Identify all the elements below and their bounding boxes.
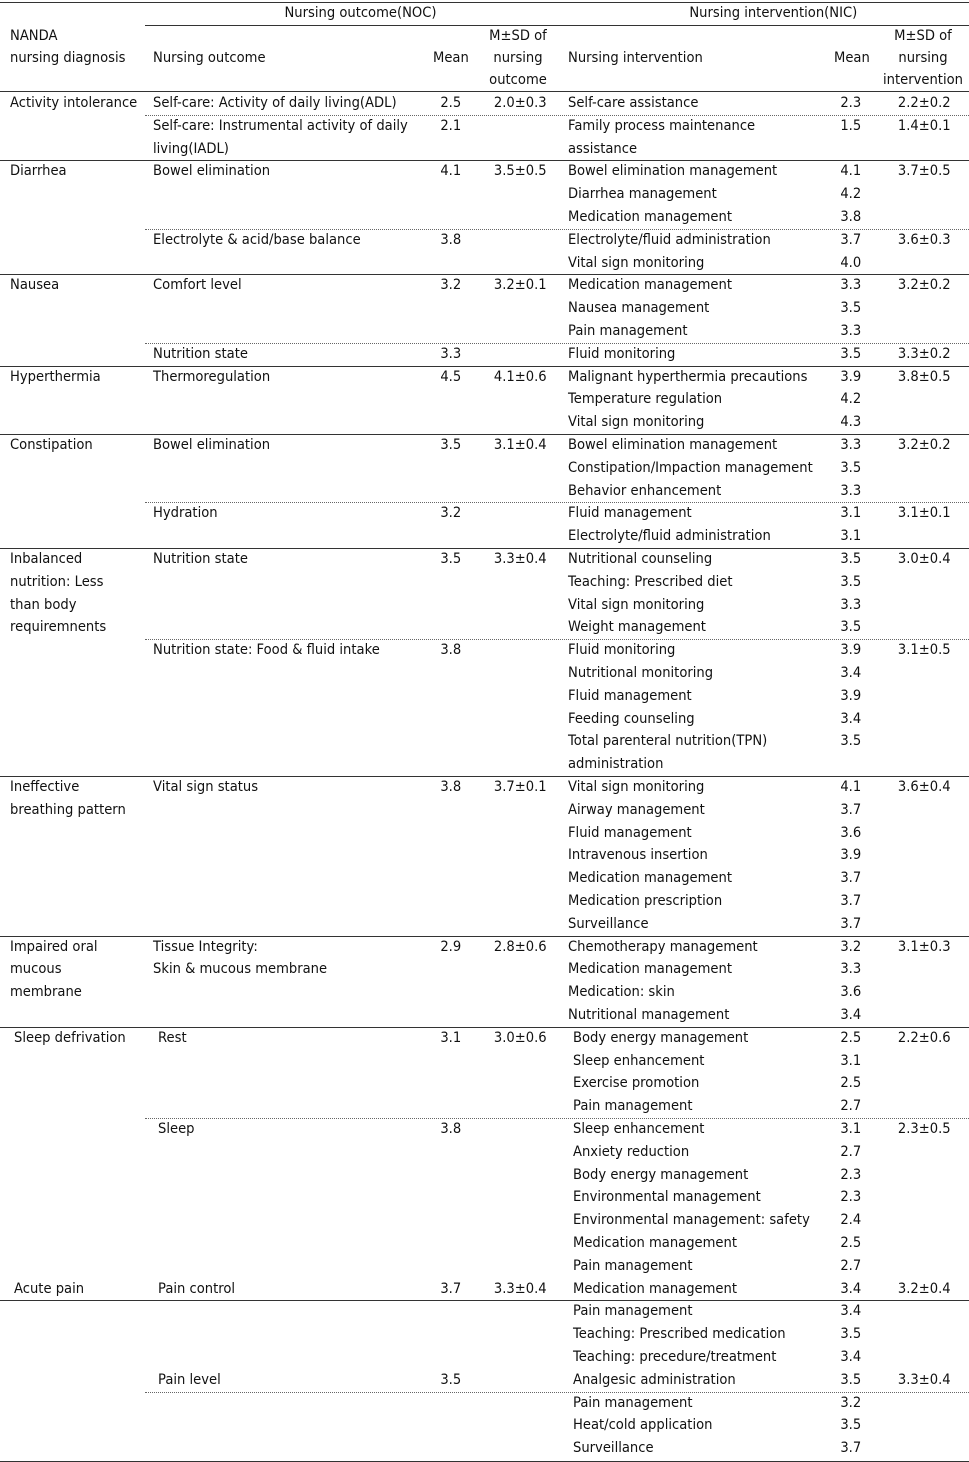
outcome-divider <box>145 229 969 230</box>
outcome-mean-cell: 3.8 <box>440 1120 461 1137</box>
outcome-mean-cell: 3.2 <box>440 276 461 294</box>
intervention-mean-cell: 3.8 <box>840 208 861 225</box>
intervention-cell: Constipation/Impaction management <box>568 458 813 476</box>
outcome-cell: Bowel elimination <box>153 436 271 453</box>
diagnosis-cell: nutrition: Less <box>10 572 104 590</box>
intervention-mean-cell: 3.7 <box>840 230 861 248</box>
intervention-msd-cell: 3.3±0.2 <box>898 344 951 362</box>
intervention-mean-cell: 3.5 <box>840 344 861 362</box>
outcome-divider <box>145 502 969 503</box>
intervention-mean-cell: 3.7 <box>840 892 861 909</box>
diagnosis-cell: Nausea <box>10 276 60 294</box>
intervention-cell: Medication management <box>568 960 732 978</box>
intervention-cell: Body energy management <box>573 1165 749 1183</box>
group-header-rule <box>145 25 969 26</box>
outcome-divider <box>145 1118 969 1119</box>
table-row <box>0 662 969 685</box>
intervention-mean-cell: 3.1 <box>840 1120 861 1137</box>
intervention-cell: Nutritional counseling <box>568 550 713 567</box>
intervention-mean-cell: 3.4 <box>840 709 861 727</box>
table-row <box>0 844 969 867</box>
intervention-cell: Surveillance <box>568 914 649 932</box>
intervention-mean-cell: 3.3 <box>840 595 861 613</box>
intervention-mean-cell: 3.5 <box>840 732 861 750</box>
outcome-cell: living(IADL) <box>153 139 229 157</box>
outcome-cell: Electrolyte & acid/base balance <box>153 230 361 248</box>
intervention-cell: Nutritional management <box>568 1006 730 1023</box>
intervention-mean-cell: 4.1 <box>840 162 861 180</box>
outcome-msd-cell: 3.5±0.5 <box>494 162 547 180</box>
table-row <box>0 457 969 480</box>
diagnosis-cell: Constipation <box>10 436 93 453</box>
intervention-cell: Pain management <box>573 1302 693 1320</box>
table-row <box>0 320 969 343</box>
diagnosis-cell: Sleep defrivation <box>14 1028 126 1046</box>
intervention-mean-cell: 3.3 <box>840 960 861 978</box>
outcome-mean-cell: 3.8 <box>440 778 461 795</box>
intervention-msd-header-2: nursing <box>898 49 948 66</box>
diagnosis-cell: Inbalanced <box>10 550 83 567</box>
intervention-cell: Medication prescription <box>568 892 723 909</box>
outcome-mean-cell: 3.3 <box>440 344 461 362</box>
intervention-msd-cell: 2.3±0.5 <box>898 1120 951 1137</box>
table-row <box>0 183 969 206</box>
outcome-msd-cell: 3.3±0.4 <box>494 550 547 567</box>
outcome-cell: Pain level <box>158 1370 221 1388</box>
intervention-mean-cell: 3.5 <box>840 1370 861 1388</box>
intervention-cell: Bowel elimination management <box>568 436 778 453</box>
intervention-mean-cell: 3.4 <box>840 664 861 681</box>
outcome-cell: Pain control <box>158 1279 236 1297</box>
table-row <box>0 297 969 320</box>
table-row <box>0 776 969 799</box>
diagnosis-cell: Acute pain <box>14 1279 85 1297</box>
table-row <box>0 138 969 161</box>
intervention-cell: Teaching: Prescribed medication <box>573 1325 786 1343</box>
intervention-cell: Analgesic administration <box>573 1370 736 1388</box>
outcome-cell: Sleep <box>158 1120 195 1137</box>
intervention-cell: Vital sign monitoring <box>568 413 705 431</box>
table-row <box>0 1027 969 1050</box>
intervention-cell: Medication management <box>568 208 732 225</box>
intervention-mean-cell: 2.7 <box>840 1142 861 1160</box>
intervention-cell: Medication management <box>568 869 732 887</box>
table-row <box>0 434 969 457</box>
intervention-mean-cell: 3.4 <box>840 1302 861 1320</box>
intervention-cell: Pain management <box>568 322 688 339</box>
outcome-cell: Comfort level <box>153 276 242 294</box>
intervention-cell: Teaching: precedure/treatment <box>573 1348 777 1365</box>
table-row <box>0 1278 969 1301</box>
intervention-cell: Medication: skin <box>568 983 675 1001</box>
intervention-mean-cell: 3.2 <box>840 1393 861 1411</box>
outcome-cell: Self-care: Instrumental activity of daily <box>153 116 408 134</box>
table-row <box>0 571 969 594</box>
outcome-msd-header-1: M±SD of <box>489 27 547 44</box>
intervention-cell: Pain management <box>573 1256 693 1274</box>
table-row <box>0 1414 969 1437</box>
intervention-mean-cell: 3.5 <box>840 1325 861 1343</box>
intervention-cell: assistance <box>568 139 638 157</box>
outcome-cell: Skin & mucous membrane <box>153 960 328 978</box>
outcome-mean-cell: 4.1 <box>440 162 461 180</box>
table-row <box>0 229 969 252</box>
intervention-msd-cell: 3.2±0.2 <box>898 436 951 453</box>
intervention-msd-cell: 3.3±0.4 <box>898 1370 951 1388</box>
section-divider <box>0 366 969 367</box>
intervention-cell: Electrolyte/fluid administration <box>568 230 771 248</box>
section-divider <box>0 548 969 549</box>
table-row <box>0 753 969 776</box>
intervention-cell: administration <box>568 755 664 773</box>
intervention-mean-cell: 3.9 <box>840 846 861 864</box>
intervention-cell: Anxiety reduction <box>573 1142 690 1160</box>
intervention-cell: Diarrhea management <box>568 185 717 203</box>
table-row <box>0 890 969 913</box>
intervention-cell: Behavior enhancement <box>568 481 722 499</box>
table-row <box>0 1300 969 1323</box>
outcome-divider <box>145 1392 969 1393</box>
outcome-mean-cell: 3.2 <box>440 504 461 522</box>
table-row <box>0 799 969 822</box>
intervention-cell: Pain management <box>573 1393 693 1411</box>
table-row <box>0 1209 969 1232</box>
table-row <box>0 981 969 1004</box>
table-row <box>0 913 969 936</box>
diagnosis-cell: Hyperthermia <box>10 367 101 385</box>
intervention-msd-cell: 3.6±0.4 <box>898 778 951 795</box>
table-row <box>0 502 969 525</box>
table-row <box>0 1232 969 1255</box>
table-row <box>0 1392 969 1415</box>
outcome-cell: Vital sign status <box>153 778 259 795</box>
intervention-mean-cell: 3.2 <box>840 937 861 955</box>
intervention-mean-cell: 2.5 <box>840 1028 861 1046</box>
table-row <box>0 1141 969 1164</box>
intervention-mean-cell: 4.0 <box>840 253 861 271</box>
intervention-cell: Fluid management <box>568 504 692 522</box>
intervention-msd-cell: 3.8±0.5 <box>898 367 951 385</box>
intervention-cell: Environmental management <box>573 1188 761 1206</box>
intervention-cell: Medication management <box>573 1279 737 1297</box>
outcome-msd-cell: 3.1±0.4 <box>494 436 547 453</box>
table-row <box>0 1164 969 1187</box>
outcome-msd-cell: 3.7±0.1 <box>494 778 547 795</box>
intervention-cell: Medication management <box>568 276 732 294</box>
outcome-cell: Self-care: Activity of daily living(ADL) <box>153 94 397 111</box>
intervention-mean-cell: 3.1 <box>840 504 861 522</box>
intervention-mean-cell: 3.4 <box>840 1006 861 1023</box>
intervention-cell: Vital sign monitoring <box>568 253 705 271</box>
table-row <box>0 958 969 981</box>
table-row <box>0 936 969 959</box>
diagnosis-cell: Diarrhea <box>10 162 67 180</box>
table-row <box>0 92 969 115</box>
outcome-cell: Hydration <box>153 504 218 522</box>
outcome-mean-header: Mean <box>433 49 469 66</box>
intervention-mean-cell: 3.7 <box>840 1439 861 1457</box>
intervention-cell: Bowel elimination management <box>568 162 778 180</box>
intervention-msd-cell: 2.2±0.2 <box>898 94 951 111</box>
table-row <box>0 411 969 434</box>
table-row <box>0 1186 969 1209</box>
outcome-mean-cell: 2.1 <box>440 116 461 134</box>
intervention-mean-cell: 3.5 <box>840 1416 861 1434</box>
intervention-mean-cell: 3.4 <box>840 1348 861 1365</box>
intervention-mean-cell: 3.1 <box>840 1051 861 1069</box>
outcome-msd-cell: 2.8±0.6 <box>494 937 547 955</box>
intervention-mean-cell: 4.2 <box>840 185 861 203</box>
intervention-mean-cell: 3.6 <box>840 983 861 1001</box>
outcome-header: Nursing outcome <box>153 49 266 66</box>
intervention-mean-cell: 2.7 <box>840 1097 861 1115</box>
table-row <box>0 594 969 617</box>
intervention-cell: Exercise promotion <box>573 1074 700 1092</box>
table-row <box>0 1323 969 1346</box>
intervention-cell: Teaching: Prescribed diet <box>568 572 733 590</box>
outcome-mean-cell: 3.8 <box>440 641 461 659</box>
intervention-cell: Chemotherapy management <box>568 937 758 955</box>
intervention-msd-header-1: M±SD of <box>894 27 952 44</box>
intervention-cell: Family process maintenance <box>568 116 756 134</box>
intervention-cell: Nutritional monitoring <box>568 664 714 681</box>
diagnosis-cell: than body <box>10 595 77 613</box>
intervention-cell: Fluid management <box>568 686 692 704</box>
diagnosis-cell: Activity intolerance <box>10 94 138 111</box>
outcome-msd-header-2: nursing <box>493 49 543 66</box>
outcome-divider <box>145 343 969 344</box>
intervention-msd-cell: 3.1±0.3 <box>898 937 951 955</box>
intervention-cell: Nausea management <box>568 299 710 317</box>
intervention-cell: Sleep enhancement <box>573 1051 705 1069</box>
table-row <box>0 685 969 708</box>
outcome-msd-cell: 3.2±0.1 <box>494 276 547 294</box>
table-row <box>0 274 969 297</box>
intervention-mean-cell: 3.9 <box>840 367 861 385</box>
intervention-header: Nursing intervention <box>568 49 703 66</box>
diagnosis-cell: mucous <box>10 960 62 978</box>
intervention-msd-cell: 3.0±0.4 <box>898 550 951 567</box>
section-divider <box>0 274 969 275</box>
intervention-mean-cell: 4.2 <box>840 390 861 408</box>
intervention-cell: Total parenteral nutrition(TPN) <box>568 732 768 750</box>
outcome-divider <box>145 115 969 116</box>
outcome-msd-header-3: outcome <box>489 71 547 88</box>
outcome-mean-cell: 3.5 <box>440 436 461 453</box>
intervention-cell: Feeding counseling <box>568 709 695 727</box>
outcome-cell: Thermoregulation <box>153 367 271 385</box>
table-row <box>0 1095 969 1118</box>
outcome-mean-cell: 3.7 <box>440 1279 461 1297</box>
intervention-mean-cell: 3.5 <box>840 618 861 636</box>
table-row <box>0 1346 969 1369</box>
intervention-cell: Intravenous insertion <box>568 846 708 864</box>
table-row <box>0 1118 969 1141</box>
table-row <box>0 639 969 662</box>
intervention-cell: Vital sign monitoring <box>568 595 705 613</box>
intervention-mean-cell: 3.5 <box>840 299 861 317</box>
section-divider <box>0 1027 969 1028</box>
intervention-cell: Malignant hyperthermia precautions <box>568 367 808 385</box>
intervention-mean-cell: 3.5 <box>840 550 861 567</box>
intervention-cell: Sleep enhancement <box>573 1120 705 1137</box>
intervention-msd-cell: 3.2±0.2 <box>898 276 951 294</box>
outcome-mean-cell: 3.5 <box>440 550 461 567</box>
intervention-mean-cell: 2.4 <box>840 1211 861 1229</box>
table-row <box>0 1072 969 1095</box>
intervention-msd-cell: 2.2±0.6 <box>898 1028 951 1046</box>
outcome-mean-cell: 3.5 <box>440 1370 461 1388</box>
intervention-cell: Airway management <box>568 800 705 818</box>
diagnosis-cell: Impaired oral <box>10 937 98 955</box>
intervention-msd-cell: 1.4±0.1 <box>898 116 951 134</box>
diagnosis-cell: requiremnents <box>10 618 107 636</box>
table-row <box>0 730 969 753</box>
section-divider <box>0 434 969 435</box>
intervention-mean-cell: 3.3 <box>840 276 861 294</box>
table-row <box>0 160 969 183</box>
section-divider <box>0 776 969 777</box>
table-row <box>0 388 969 411</box>
outcome-msd-cell: 3.0±0.6 <box>494 1028 547 1046</box>
intervention-cell: Surveillance <box>573 1439 654 1457</box>
table-row <box>0 252 969 275</box>
table-row <box>0 616 969 639</box>
nanda-header-line2: nursing diagnosis <box>10 49 126 66</box>
section-divider <box>0 936 969 937</box>
intervention-cell: Fluid management <box>568 823 692 841</box>
section-divider <box>0 1300 969 1301</box>
intervention-cell: Temperature regulation <box>568 390 723 408</box>
noc-group-header: Nursing outcome(NOC) <box>284 4 437 21</box>
outcome-msd-cell: 2.0±0.3 <box>494 94 547 111</box>
intervention-cell: Body energy management <box>573 1028 749 1046</box>
outcome-cell: Tissue Integrity: <box>153 937 258 955</box>
intervention-mean-cell: 3.5 <box>840 458 861 476</box>
outcome-mean-cell: 4.5 <box>440 367 461 385</box>
intervention-cell: Pain management <box>573 1097 693 1115</box>
intervention-mean-cell: 3.1 <box>840 527 861 545</box>
intervention-mean-cell: 2.7 <box>840 1256 861 1274</box>
table-row <box>0 206 969 229</box>
table-row <box>0 480 969 503</box>
outcome-mean-cell: 3.1 <box>440 1028 461 1046</box>
intervention-mean-cell: 3.3 <box>840 436 861 453</box>
intervention-mean-header: Mean <box>834 49 870 66</box>
outcome-cell: Rest <box>158 1028 187 1046</box>
intervention-mean-cell: 3.3 <box>840 481 861 499</box>
nic-group-header: Nursing intervention(NIC) <box>689 4 858 21</box>
table-row <box>0 343 969 366</box>
outcome-cell: Nutrition state <box>153 550 248 567</box>
intervention-cell: Self-care assistance <box>568 94 699 111</box>
diagnosis-cell: breathing pattern <box>10 800 126 818</box>
table-row <box>0 708 969 731</box>
intervention-mean-cell: 3.9 <box>840 686 861 704</box>
intervention-cell: Weight management <box>568 618 706 636</box>
intervention-mean-cell: 3.7 <box>840 869 861 887</box>
intervention-mean-cell: 3.7 <box>840 800 861 818</box>
intervention-cell: Medication management <box>573 1234 737 1251</box>
intervention-msd-cell: 3.2±0.4 <box>898 1279 951 1297</box>
section-divider <box>0 160 969 161</box>
intervention-mean-cell: 3.6 <box>840 823 861 841</box>
table-row <box>0 548 969 571</box>
intervention-mean-cell: 2.5 <box>840 1074 861 1092</box>
outcome-mean-cell: 3.8 <box>440 230 461 248</box>
intervention-msd-cell: 3.1±0.1 <box>898 504 951 522</box>
table-row <box>0 822 969 845</box>
table-row <box>0 867 969 890</box>
table-row <box>0 1437 969 1460</box>
outcome-msd-cell: 4.1±0.6 <box>494 367 547 385</box>
intervention-msd-cell: 3.7±0.5 <box>898 162 951 180</box>
intervention-mean-cell: 3.3 <box>840 322 861 339</box>
intervention-cell: Fluid monitoring <box>568 344 676 362</box>
intervention-mean-cell: 3.7 <box>840 914 861 932</box>
intervention-mean-cell: 2.3 <box>840 1188 861 1206</box>
intervention-mean-cell: 4.3 <box>840 413 861 431</box>
table-row <box>0 1004 969 1027</box>
intervention-mean-cell: 2.5 <box>840 1234 861 1251</box>
outcome-cell: Bowel elimination <box>153 162 271 180</box>
outcome-mean-cell: 2.5 <box>440 94 461 111</box>
intervention-msd-cell: 3.1±0.5 <box>898 641 951 659</box>
outcome-divider <box>145 639 969 640</box>
nanda-header-line1: NANDA <box>10 27 58 44</box>
intervention-cell: Fluid monitoring <box>568 641 676 659</box>
intervention-mean-cell: 3.5 <box>840 572 861 590</box>
intervention-mean-cell: 2.3 <box>840 1165 861 1183</box>
diagnosis-cell: membrane <box>10 983 82 1001</box>
intervention-cell: Heat/cold application <box>573 1416 713 1434</box>
table-row <box>0 1050 969 1073</box>
outcome-mean-cell: 2.9 <box>440 937 461 955</box>
intervention-mean-cell: 1.5 <box>840 116 861 134</box>
intervention-msd-header-3: intervention <box>883 71 963 88</box>
intervention-mean-cell: 4.1 <box>840 778 861 795</box>
table-row <box>0 366 969 389</box>
intervention-cell: Vital sign monitoring <box>568 778 705 795</box>
outcome-cell: Nutrition state: Food & fluid intake <box>153 641 380 659</box>
table-row <box>0 1255 969 1278</box>
table-row <box>0 1369 969 1392</box>
intervention-cell: Environmental management: safety <box>573 1211 810 1229</box>
intervention-mean-cell: 3.9 <box>840 641 861 659</box>
intervention-cell: Electrolyte/fluid administration <box>568 527 771 545</box>
outcome-cell: Nutrition state <box>153 344 248 362</box>
table-row <box>0 115 969 138</box>
intervention-msd-cell: 3.6±0.3 <box>898 230 951 248</box>
diagnosis-cell: Ineffective <box>10 778 80 795</box>
intervention-mean-cell: 2.3 <box>840 94 861 111</box>
outcome-msd-cell: 3.3±0.4 <box>494 1279 547 1297</box>
intervention-mean-cell: 3.4 <box>840 1279 861 1297</box>
table-row <box>0 525 969 548</box>
